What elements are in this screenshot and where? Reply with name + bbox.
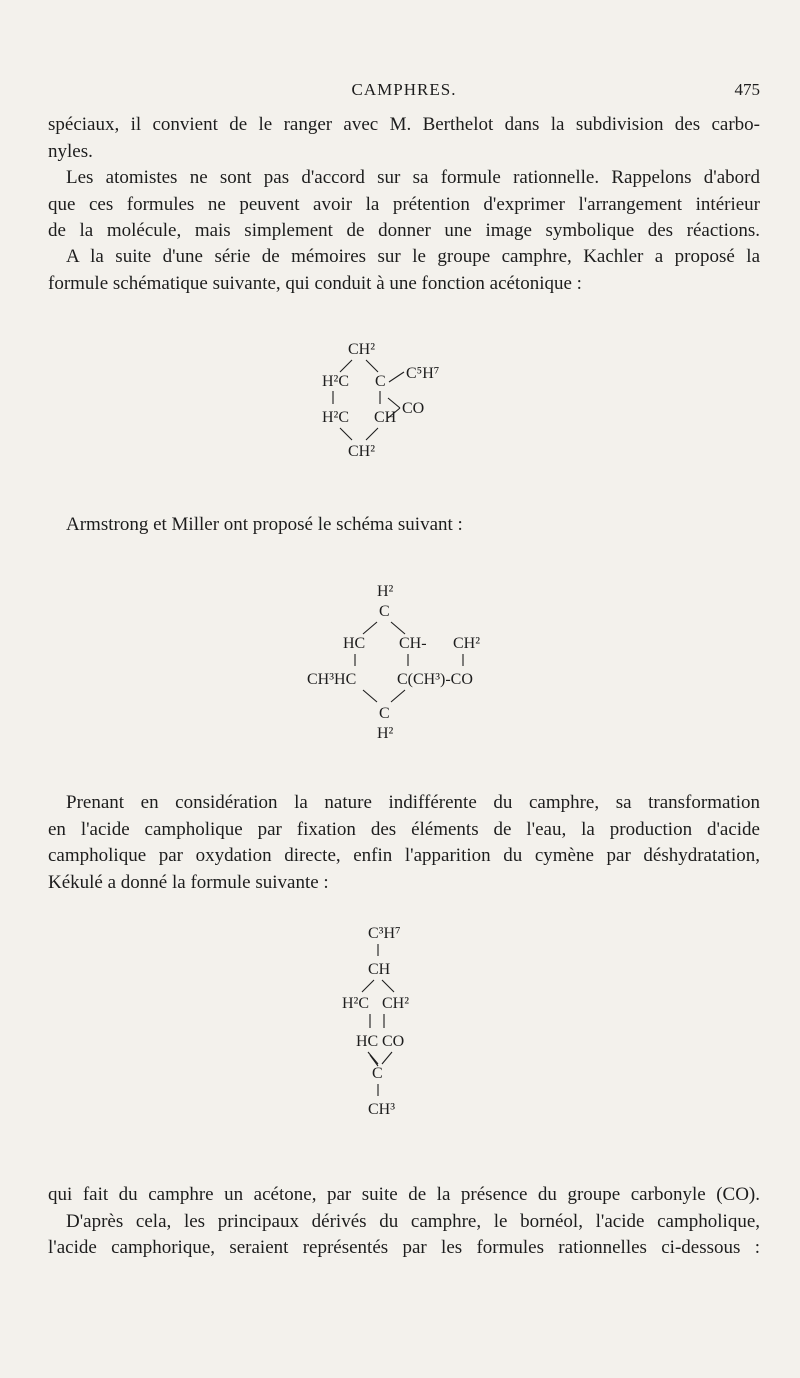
formula-atom: CH- xyxy=(399,635,427,652)
paragraph-4 xyxy=(48,512,760,539)
paragraph-6 xyxy=(48,1182,760,1262)
formula-atom: C xyxy=(372,1065,383,1082)
text-line: qui fait du camphre un acétone, par suite de la présence du groupe carbonyle (CO). xyxy=(48,1184,760,1205)
formula-atom: CH² xyxy=(382,995,410,1012)
text-line: en l'acide campholique par fixation des éléments de l'eau, la production d'acide xyxy=(48,818,760,840)
paragraph-5 xyxy=(48,790,760,896)
paragraph-1 xyxy=(48,112,760,165)
formula-atom: H² xyxy=(377,583,394,600)
text-line: de la molécule, mais simplement de donner une image symbolique des réactions. xyxy=(48,220,760,241)
formula-atom: CO xyxy=(402,400,425,417)
formula-atom: H²C xyxy=(322,373,350,390)
running-title: CAMPHRES. xyxy=(351,80,457,99)
formula-atom: C xyxy=(375,373,386,390)
text-line: nyles. xyxy=(48,140,93,162)
formula-kekule xyxy=(330,920,470,1180)
formula-atom: CH² xyxy=(348,443,376,460)
text-line: spéciaux, il convient de le ranger avec M. Berthelot dans la subdivision des carbo- xyxy=(48,114,760,135)
text-line: Armstrong et Miller ont proposé le schéma suivant : xyxy=(66,514,463,535)
formula-atom: C³H⁷ xyxy=(368,925,401,942)
page-number: 475 xyxy=(734,80,760,99)
paragraph-3 xyxy=(48,244,760,297)
formula-atom: CO xyxy=(382,1033,405,1050)
formula-atom: H²C xyxy=(322,409,350,426)
formula-atom: CH² xyxy=(453,635,481,652)
formula-atom: HC xyxy=(356,1033,379,1050)
text-line: campholique par oxydation directe, enfin l'apparition du cymène par déshydratation, xyxy=(48,845,760,866)
formula-atom: C(CH³)-CO xyxy=(397,671,473,688)
formula-atom: CH xyxy=(368,961,391,978)
formula-armstrong-miller xyxy=(285,580,505,760)
text-line: A la suite d'une série de mémoires sur le groupe camphre, Kachler a proposé la xyxy=(66,246,760,267)
text-line: Prenant en considération la nature indifférente du camphre, sa transformation xyxy=(66,792,760,813)
page-header xyxy=(48,80,760,104)
text-line: Kékulé a donné la formule suivante : xyxy=(48,871,329,893)
formula-atom: CH² xyxy=(348,341,376,358)
formula-kachler xyxy=(300,338,480,488)
paragraph-2 xyxy=(48,165,760,245)
text-line: formule schématique suivante, qui conduit à une fonction acétonique : xyxy=(48,272,582,294)
formula-atom: C xyxy=(379,705,390,722)
formula-atom: H² xyxy=(377,725,394,742)
formula-atom: C⁵H⁷ xyxy=(406,365,440,382)
text-line: D'après cela, les principaux dérivés du camphre, le bornéol, l'acide campholique, xyxy=(66,1210,760,1232)
formula-atom: CH xyxy=(374,409,397,426)
formula-atom: CH³HC xyxy=(307,671,357,688)
formula-atom: HC xyxy=(343,635,366,652)
formula-atom: H²C xyxy=(342,995,370,1012)
formula-atom: C xyxy=(379,603,390,620)
text-line: que ces formules ne peuvent avoir la prétention d'exprimer l'arrangement intérieur xyxy=(48,193,760,215)
text-line: l'acide camphorique, seraient représentés par les formules rationnelles ci-dessous : xyxy=(48,1237,760,1258)
formula-atom: CH³ xyxy=(368,1101,396,1118)
text-line: Les atomistes ne sont pas d'accord sur sa formule rationnelle. Rappelons d'abord xyxy=(66,167,760,188)
